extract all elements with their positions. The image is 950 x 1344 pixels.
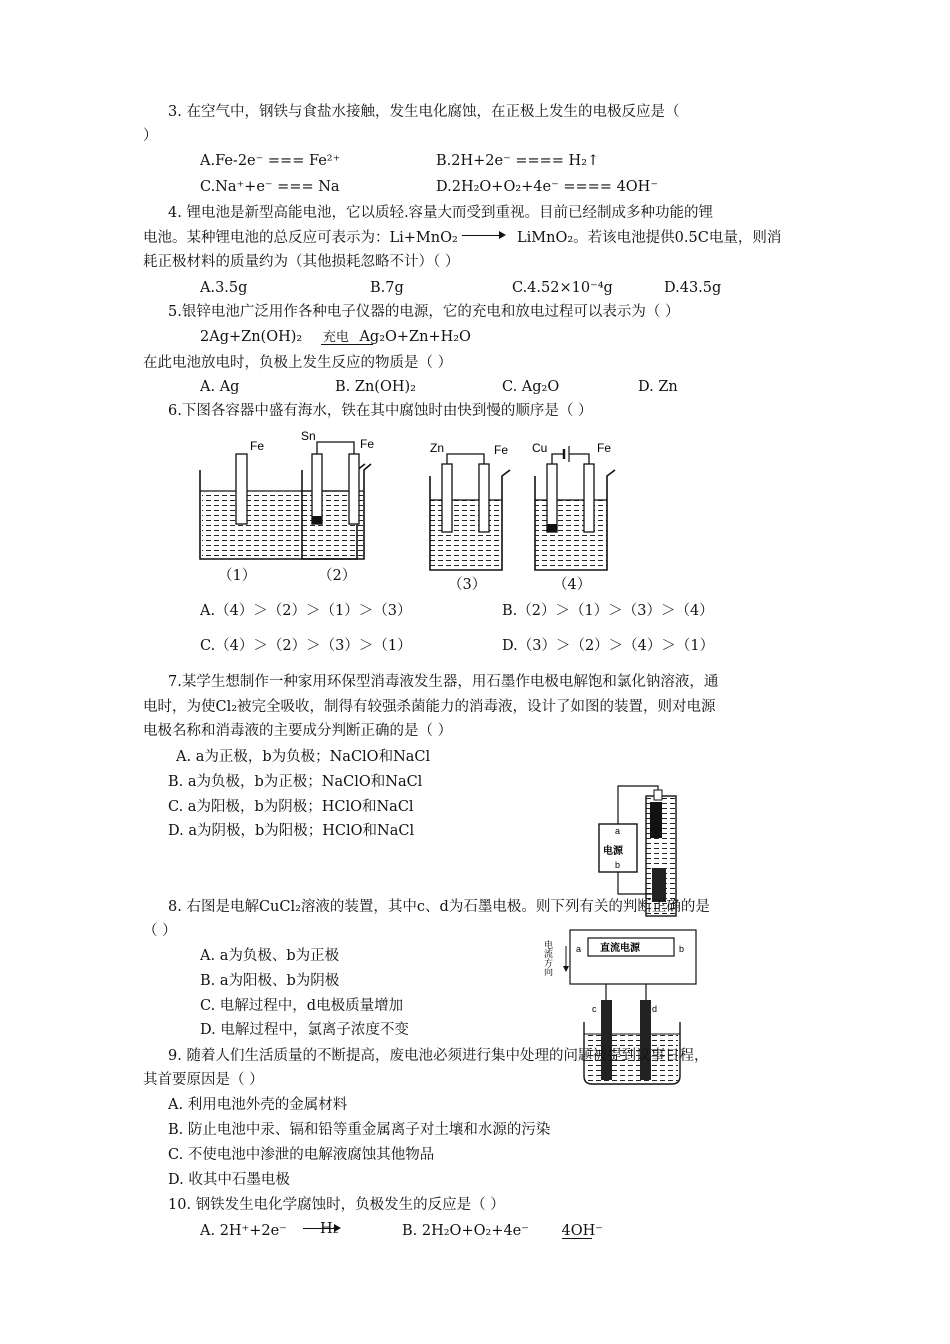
q7-line2: 电时，为使Cl₂被完全吸收，制得有较强杀菌能力的消毒液，设计了如图的装置，则对电源 — [143, 699, 716, 715]
fig3-fe-label: Fe — [494, 443, 509, 457]
q8-line2: （ ） — [143, 923, 177, 939]
q5-option-a: A. Ag — [200, 379, 240, 395]
q3-stem-cont: ） — [143, 128, 158, 144]
q10-option-a-left: A. 2H⁺+2e⁻ — [200, 1223, 287, 1239]
q8-fig-c-label: c — [592, 1004, 597, 1014]
q4-line3: 耗正极材料的质量约为（其他损耗忽略不计）（ ） — [143, 254, 460, 270]
q8-option-b: B. a为阳极、b为阴极 — [200, 973, 340, 989]
q5-eq-right: Ag₂O+Zn+H₂O — [359, 329, 471, 345]
q7-option-b: B. a为负极，b为正极；NaClO和NaCl — [168, 774, 423, 790]
q6-caption-2: （2） — [318, 568, 357, 584]
q6-option-c: C.（4）＞（2）＞（3）＞（1） — [200, 638, 412, 654]
q7-fig-a-label: a — [615, 826, 621, 836]
q8-option-c: C. 电解过程中，d电极质量增加 — [200, 998, 404, 1014]
q6-caption-1: （1） — [218, 568, 257, 584]
q7-option-c: C. a为阳极，b为阴极；HClO和NaCl — [168, 799, 414, 815]
q10-option-a-right: H₂ — [320, 1221, 339, 1237]
q10-option-b-right: 4OH⁻ — [561, 1223, 603, 1239]
beaker-3 — [430, 441, 510, 570]
q9-option-a: A. 利用电池外壳的金属材料 — [168, 1097, 348, 1113]
charge-label: 充电 — [322, 330, 349, 345]
q5-option-d: D. Zn — [638, 379, 678, 395]
q8-fig-b-label: b — [679, 944, 685, 954]
q5-option-b: B. Zn(OH)₂ — [335, 379, 416, 395]
q5-line3: 在此电池放电时，负极上发生反应的物质是（ ） — [143, 355, 453, 371]
q5-eq-mid — [323, 327, 349, 348]
q4-line1: 4. 锂电池是新型高能电池，它以质轻.容量大而受到重视。目前已经制成多种功能的锂 — [168, 205, 714, 221]
q6-caption-3: （3） — [448, 577, 487, 593]
q9-option-d: D. 收其中石墨电极 — [168, 1172, 290, 1188]
q4-line2-left: 电池。某种锂电池的总反应可表示为：Li+MnO₂ — [143, 230, 458, 246]
q7-line1: 7.某学生想制作一种家用环保型消毒液发生器，用石墨作电极电解饱和氯化钠溶液，通 — [168, 674, 719, 690]
q3-option-d: D.2H₂O+O₂+4e⁻ ==== 4OH⁻ — [436, 179, 658, 195]
q9-line2: 其首要原因是（ ） — [143, 1072, 264, 1088]
q8-option-d: D. 电解过程中，氯离子浓度不变 — [200, 1022, 409, 1038]
q8-fig-a-label: a — [576, 944, 582, 954]
q5-option-c: C. Ag₂O — [502, 379, 560, 395]
q7-option-d: D. a为阴极，b为阳极；HClO和NaCl — [168, 823, 415, 839]
q4-line2-right: LiMnO₂。若该电池提供0.5C电量，则消 — [517, 230, 782, 246]
beaker-4 — [532, 441, 615, 570]
q10-option-b-left: B. 2H₂O+O₂+4e⁻ — [402, 1223, 529, 1239]
q10-option-a — [200, 1221, 339, 1241]
q9-option-c: C. 不使电池中渗泄的电解液腐蚀其他物品 — [168, 1147, 435, 1163]
fig4-cu-label: Cu — [532, 441, 548, 455]
q8-fig-current-label: 电流方向 — [543, 940, 553, 976]
q4-line2 — [143, 228, 781, 248]
fig3-zn-label: Zn — [430, 441, 445, 455]
q4-option-a: A.3.5g — [200, 280, 248, 296]
fig1-fe-label: Fe — [250, 439, 265, 453]
q9-line1: 9. 随着人们生活质量的不断提高，废电池必须进行集中处理的问题被提到议事日程， — [168, 1048, 709, 1064]
q8-option-a: A. a为负极、b为正极 — [200, 948, 340, 964]
q4-option-b: B.7g — [370, 280, 404, 296]
q3-option-c: C.Na⁺+e⁻ === Na — [200, 179, 340, 195]
q7-option-a: A. a为正极，b为负极；NaClO和NaCl — [176, 749, 431, 765]
beaker-2 — [301, 429, 374, 559]
q5-equation — [200, 327, 471, 348]
q6-option-d: D.（3）＞（2）＞（4）＞（1） — [502, 638, 715, 654]
q10-option-b-right-wrap — [562, 1221, 603, 1241]
q10-stem: 10. 钢铁发生电化学腐蚀时，负极发生的反应是（ ） — [168, 1197, 505, 1213]
q8-fig-dc-label: 直流电源 — [600, 943, 640, 954]
q4-option-c: C.4.52×10⁻⁴g — [512, 280, 613, 296]
q4-option-d: D.43.5g — [664, 280, 722, 296]
q7-line3: 电极名称和消毒液的主要成分判断正确的是（ ） — [143, 723, 453, 739]
q7-fig-b-label: b — [615, 860, 621, 870]
q7-fig-power-label: 电源 — [603, 846, 623, 857]
q6-caption-4: （4） — [553, 577, 592, 593]
q5-line1: 5.银锌电池广泛用作各种电子仪器的电源，它的充电和放电过程可以表示为（ ） — [168, 304, 680, 320]
reaction-arrow-icon — [462, 235, 504, 236]
reversible-arrow-icon — [321, 344, 373, 345]
q10-option-b — [402, 1221, 603, 1241]
q6-option-a: A.（4）＞（2）＞（1）＞（3） — [200, 603, 412, 619]
q9-option-b: B. 防止电池中汞、镉和铅等重金属离子对土壤和水源的污染 — [168, 1122, 551, 1138]
q3-stem: 3. 在空气中，钢铁与食盐水接触，发生电化腐蚀，在正极上发生的电极反应是（ — [168, 104, 680, 120]
q6-option-b: B.（2）＞（1）＞（3）＞（4） — [502, 603, 714, 619]
q3-option-b: B.2H+2e⁻ ==== H₂↑ — [436, 153, 600, 169]
q8-line1: 8. 右图是电解CuCl₂溶液的装置，其中c、d为石墨电极。则下列有关的判断正确的是 — [168, 899, 710, 915]
q8-fig-d-label: d — [652, 1004, 658, 1014]
q5-eq-left: 2Ag+Zn(OH)₂ — [200, 329, 303, 345]
q6-stem: 6.下图各容器中盛有海水，铁在其中腐蚀时由快到慢的顺序是（ ） — [168, 403, 593, 419]
reaction-arrow-icon — [562, 1238, 592, 1239]
fig2-sn-label: Sn — [301, 429, 316, 443]
q3-option-a: A.Fe-2e⁻ === Fe²⁺ — [200, 153, 341, 169]
fig2-fe-label: Fe — [360, 437, 375, 451]
fig4-fe-label: Fe — [597, 441, 612, 455]
